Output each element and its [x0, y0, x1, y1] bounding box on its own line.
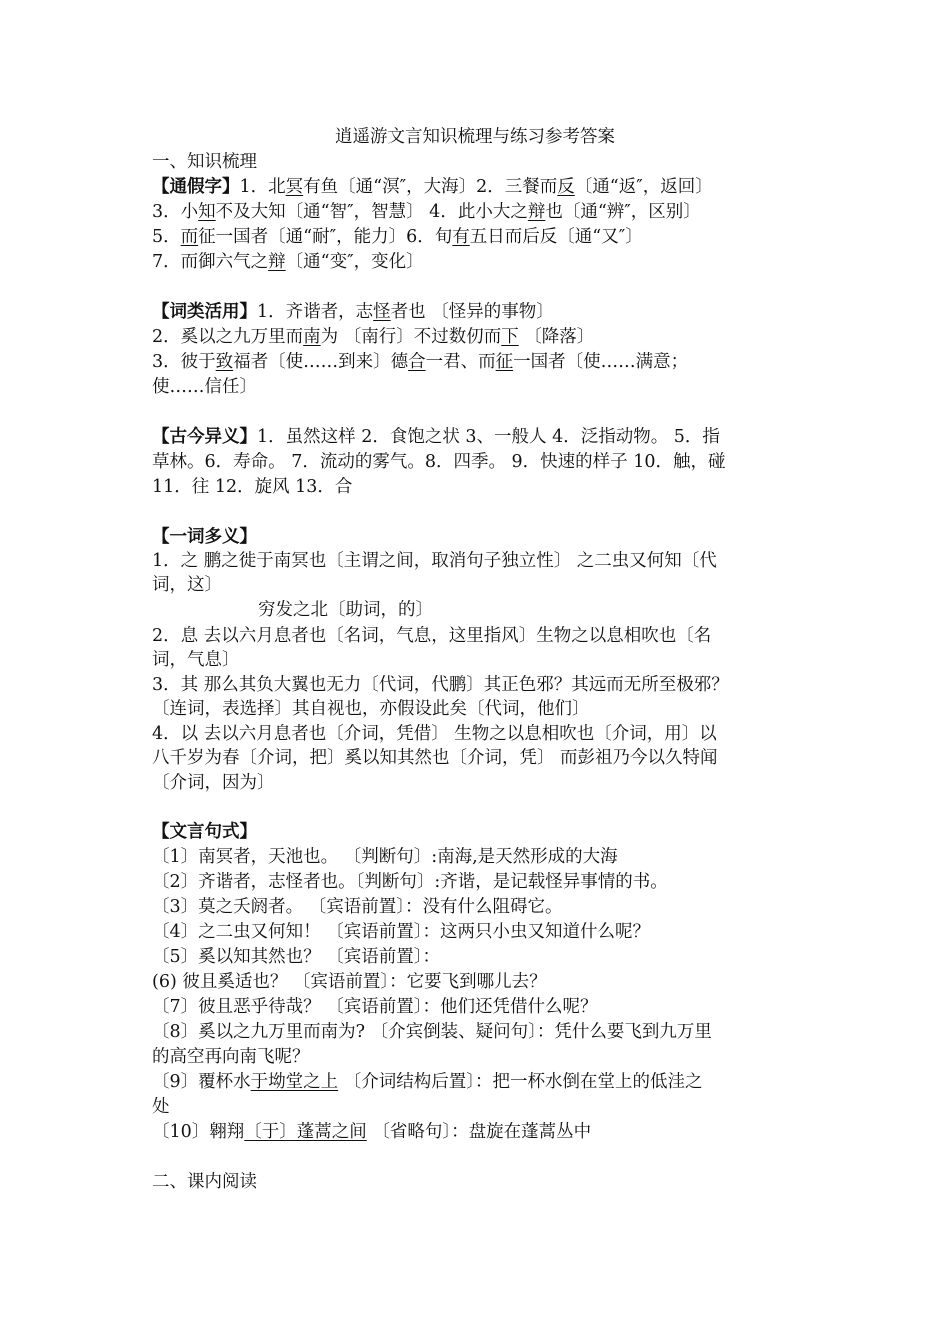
wenyan-line-4: 〔4〕之二虫又何知！ 〔宾语前置〕：这两只小虫又知道什么呢？	[152, 922, 650, 942]
yici-line-4: 2．息 去以六月息者也〔名词，气息，这里指风〕生物之以息相吹也〔名	[152, 626, 712, 646]
yici-line-6: 3．其 那么其负大翼也无力〔代词，代鹏〕其正色邪？其远而无所至极邪？	[152, 675, 729, 695]
text-segment: 1．虽然这样 2．食饱之状 3、一般人 4．泛指动物。 5．指	[257, 427, 720, 447]
underlined-word: 怪	[373, 302, 391, 322]
text-segment: 也〔通“辨″，区别〕	[545, 202, 701, 222]
text-segment: 五日而后反〔通“又″〕	[469, 227, 643, 247]
yici-line-8: 4．以 去以六月息者也〔介词，凭借〕 生物之以息相吹也〔介词，用〕以	[152, 724, 717, 744]
tongjia-line-4	[152, 250, 802, 274]
text-segment: 3．小	[152, 202, 199, 222]
gujin-line-1	[152, 425, 802, 449]
tongjia-line-2	[152, 200, 802, 224]
gujin-line-2: 草林。6．寿命。 7．流动的雾气。8．四季。 9．快速的样子 10．触，碰	[152, 452, 726, 472]
wenyan-line-9: 的高空再向南飞呢？	[152, 1047, 310, 1067]
wenyan-label: 【文言句式】	[152, 822, 257, 842]
underlined-word: 南	[303, 327, 321, 347]
yici-line-5: 词，气息〕	[152, 650, 240, 670]
text-segment: 〔通“返″，返回〕	[574, 177, 713, 197]
wenyan-line-5: 〔5〕奚以知其然也？ 〔宾语前置〕：	[152, 947, 440, 967]
yici-line-2: 词，这〕	[152, 575, 222, 595]
yici-line-10: 〔介词，因为〕	[152, 773, 275, 793]
text-segment: 5．	[152, 227, 181, 247]
text-segment: 〔通“变″，变化〕	[285, 252, 424, 272]
tongjia-line-3	[152, 225, 802, 249]
text-segment: 不及大知〔通“智″，智慧〕 4．此小大之	[215, 202, 528, 222]
underlined-word: 而	[180, 227, 199, 247]
text-segment: 有鱼〔通“溟″，大海〕2．三餐而	[303, 177, 558, 197]
gujin-line-3: 11．往 12．旋风 13．合	[152, 477, 353, 497]
underlined-word: 致	[215, 352, 234, 372]
text-segment: 〔介词结构后置〕：把一杯水倒在堂上的低洼之	[338, 1072, 703, 1092]
gujin-label: 【古今异义】	[152, 427, 257, 447]
wenyan-line-6: (6) 彼且奚适也？ 〔宾语前置〕：它要飞到哪儿去？	[152, 972, 547, 992]
underlined-word: 征	[495, 352, 514, 372]
wenyan-line-12	[152, 1120, 802, 1144]
text-segment: 为 〔南行〕不过数仞而	[320, 327, 502, 347]
wenyan-line-3: 〔3〕莫之夭阏者。 〔宾语前置〕：没有什么阻碍它。	[152, 897, 563, 917]
yici-line-3: 穷发之北〔助词，的〕	[258, 600, 433, 620]
cilei-line-1	[152, 300, 802, 324]
section-heading-knowledge: 一、知识梳理	[152, 152, 257, 172]
text-segment: 福者〔使……到来〕德	[233, 352, 409, 372]
wenyan-line-7: 〔7〕彼且恶乎待哉？ 〔宾语前置〕：他们还凭借什么呢？	[152, 997, 598, 1017]
underlined-word: 辩	[527, 202, 546, 222]
section-heading-reading: 二、课内阅读	[152, 1172, 257, 1192]
cilei-line-2	[152, 325, 802, 349]
text-segment: 者也 〔怪异的事物〕	[390, 302, 554, 322]
cilei-label: 【词类活用】	[152, 302, 257, 322]
underlined-word: 反	[557, 177, 575, 197]
underlined-word: 〔于〕蓬蒿之间	[244, 1122, 367, 1142]
underlined-word: 辩	[268, 252, 286, 272]
text-segment: 2．奚以之九万里而	[152, 327, 304, 347]
underlined-word: 有	[452, 227, 470, 247]
cilei-line-4: 使……信任〕	[152, 377, 257, 397]
yici-line-7: 〔连词，表选择〕其自视也，亦假设此矣〔代词，他们〕	[152, 699, 590, 719]
yici-line-1: 1．之 鹏之徙于南冥也〔主谓之间，取消句子独立性〕 之二虫又何知〔代	[152, 551, 717, 571]
wenyan-line-1: 〔1〕南冥者，天池也。 〔判断句〕:南海,是天然形成的大海	[152, 847, 618, 867]
underlined-word: 于坳堂之上	[250, 1072, 339, 1092]
page-title: 逍遥游文言知识梳理与练习参考答案	[335, 127, 615, 147]
text-segment: 〔省略句〕：盘旋在蓬蒿丛中	[366, 1122, 592, 1142]
cilei-line-3	[152, 350, 802, 374]
text-segment: 1．北	[239, 177, 286, 197]
underlined-word: 合	[408, 352, 426, 372]
tongjia-line-1	[152, 175, 802, 199]
yici-label: 【一词多义】	[152, 527, 257, 547]
underlined-word: 下	[501, 327, 519, 347]
wenyan-line-11: 处	[152, 1097, 170, 1117]
text-segment: 一君、而	[425, 352, 496, 372]
tongjia-label: 【通假字】	[152, 177, 240, 197]
text-segment: 1．齐谐者，志	[257, 302, 374, 322]
text-segment: 〔降落〕	[518, 327, 595, 347]
text-segment: 7．而御六气之	[152, 252, 269, 272]
wenyan-line-2: 〔2〕齐谐者，志怪者也。〔判断句〕:齐谐，是记载怪异事情的书。	[152, 872, 668, 892]
underlined-word: 知	[198, 202, 216, 222]
underlined-word: 冥	[285, 177, 304, 197]
text-segment: 〔9〕覆杯水	[152, 1072, 251, 1092]
wenyan-line-8: 〔8〕奚以之九万里而南为? 〔介宾倒装、疑问句〕：凭什么要飞到九万里	[152, 1022, 712, 1042]
text-segment: 3．彼于	[152, 352, 216, 372]
text-segment: 一国者〔使……满意；	[513, 352, 689, 372]
wenyan-line-10	[152, 1070, 802, 1094]
yici-line-9: 八千岁为春〔介词，把〕奚以知其然也〔介词，凭〕 而彭祖乃今以久特闻	[152, 748, 718, 768]
text-segment: 〔10〕翱翔	[152, 1122, 245, 1142]
text-segment: 征一国者〔通“耐″，能力〕6．旬	[198, 227, 453, 247]
